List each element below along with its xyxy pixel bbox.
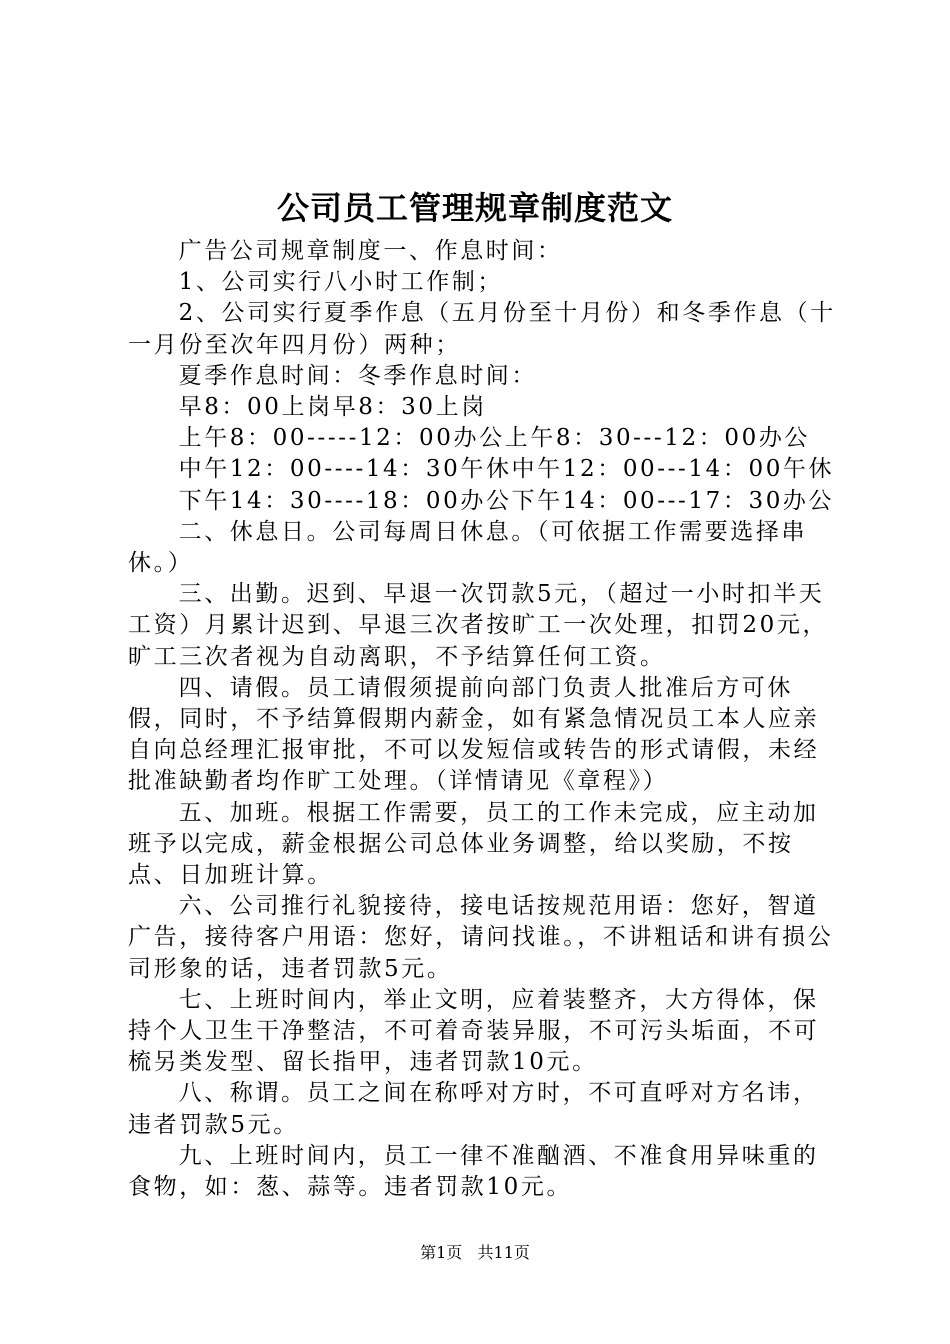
- page-separator: [467, 1243, 472, 1262]
- paragraph: 九、上班时间内，员工一律不准酗酒、不准食用异味重的食物，如：葱、蒜等。违者罚款10元。: [128, 1142, 819, 1201]
- paragraph: 中午12：00----14：30午休中午12：00---14：00午休: [178, 456, 835, 483]
- document-title: 公司员工管理规章制度范文: [276, 189, 673, 227]
- paragraph: 五、加班。根据工作需要，员工的工作未完成，应主动加班予以完成，薪金根据公司总体业务调整，给以奖励，不按点、日加班计算。: [128, 799, 819, 889]
- paragraph: 八、称谓。员工之间在称呼对方时，不可直呼对方名讳，违者罚款5元。: [128, 1080, 819, 1138]
- page-total: 共11页: [477, 1243, 530, 1262]
- paragraph: 1、公司实行八小时工作制；: [178, 269, 504, 296]
- page-number: 第1页: [420, 1243, 463, 1262]
- paragraph: 三、出勤。迟到、早退一次罚款5元，（超过一小时扣半天工资）月累计迟到、早退三次者按旷工一次处理，扣罚20元，旷工三次者视为自动离职，不予结算任何工资。: [128, 581, 829, 670]
- paragraph: 六、公司推行礼貌接待，接电话按规范用语：您好，智道广告，接待客户用语：您好，请问找谁。，不讲粗话和讲有损公司形象的话，违者罚款5元。: [128, 893, 834, 982]
- paragraph: 二、休息日。公司每周日休息。（可依据工作需要选择串休。）: [128, 518, 808, 577]
- page-footer: [0, 1242, 950, 1264]
- paragraph: 四、请假。员工请假须提前向部门负责人批准后方可休假，同时，不予结算假期内薪金，如有紧急情况员工本人应亲自向总经理汇报审批，不可以发短信或转告的形式请假，未经批准缺勤者均作旷工处理。（详情请见《章程》）: [128, 674, 820, 795]
- paragraph: 上午8：00-----12：00办公上午8：30---12：00办公: [178, 425, 811, 452]
- paragraph: 广告公司规章制度一、作息时间：: [178, 238, 563, 264]
- paragraph: 下午14：30----18：00办公下午14：00---17：30办公: [178, 487, 835, 514]
- paragraph: 2、公司实行夏季作息（五月份至十月份）和冬季作息（十一月份至次年四月份）两种；: [128, 300, 836, 358]
- document-body: [128, 236, 840, 1203]
- paragraph: 七、上班时间内，举止文明，应着装整齐，大方得体，保持个人卫生干净整洁，不可着奇装异服，不可污头垢面，不可梳另类发型、留长指甲，违者罚款10元。: [128, 986, 820, 1076]
- paragraph: 早8：00上岗早8：30上岗: [178, 394, 487, 421]
- paragraph: 夏季作息时间：冬季作息时间：: [178, 362, 537, 389]
